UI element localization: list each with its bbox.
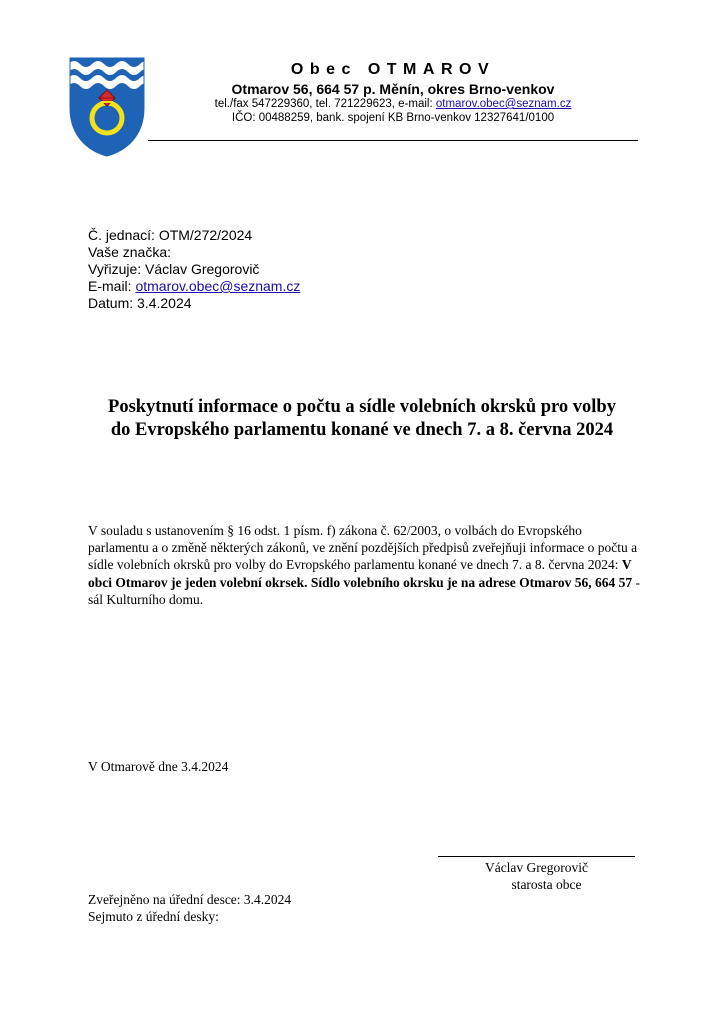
header-ico-bank: IČO: 00488259, bank. spojení KB Brno-venkov 12327641/0100 xyxy=(231,112,555,124)
header-divider xyxy=(148,140,638,141)
document-subject xyxy=(60,396,664,442)
subject-line-2: do Evropského parlamentu konané ve dnech 7. a 8. června 2024 xyxy=(110,420,614,440)
reference-email-label: E-mail: xyxy=(88,278,136,294)
subject-line-1: Poskytnutí informace o počtu a sídle volebních okrsků pro volby xyxy=(108,397,616,417)
header-email-link[interactable]: otmarov.obec@seznam.cz xyxy=(435,98,572,110)
signatory-name: Václav Gregorovič xyxy=(484,860,589,875)
reference-date: Datum: 3.4.2024 xyxy=(88,295,192,311)
your-reference: Vaše značka: xyxy=(88,244,172,260)
handled-by: Vyřizuje: Václav Gregorovič xyxy=(88,261,260,277)
place-date: V Otmarově dne 3.4.2024 xyxy=(88,759,229,774)
coat-of-arms-icon xyxy=(68,56,146,158)
body-bold-text: V obci Otmarov je jeden volební okrsek. Sídlo volebního okrsku je na adrese Otmarov 56, 664 57 xyxy=(88,557,633,590)
body-paragraph xyxy=(88,522,644,608)
reference-email xyxy=(88,278,300,295)
body-text: V souladu s ustanovením § 16 odst. 1 písm. f) zákona č. 62/2003, o volbách do Evropského parlamentu a o změně některých zákonů, ve znění pozdějších předpisů zveřejňuji informace o počtu a sídle volebních okrsků pro volby do Evropského parlamentu konané ve dnech 7. a 8. června 2024: xyxy=(88,523,638,573)
reference-email-link[interactable]: otmarov.obec@seznam.cz xyxy=(135,278,301,294)
header-contact-text: tel./fax 547229360, tel. 721229623, e-mail: xyxy=(214,98,436,110)
signatory-role: starosta obce xyxy=(511,877,582,892)
municipality-address: Otmarov 56, 664 57 p. Měnín, okres Brno-venkov xyxy=(231,81,555,97)
signature-line xyxy=(438,856,635,857)
posted-date: Zveřejněno na úřední desce: 3.4.2024 xyxy=(88,892,292,907)
municipality-title: Obec OTMAROV xyxy=(290,61,496,78)
removed-date: Sejmuto z úřední desky: xyxy=(88,909,219,924)
reference-number: Č. jednací: OTM/272/2024 xyxy=(88,227,253,243)
body-tail-text: - sál Kulturního domu. xyxy=(88,574,641,607)
header-contact xyxy=(150,98,636,110)
